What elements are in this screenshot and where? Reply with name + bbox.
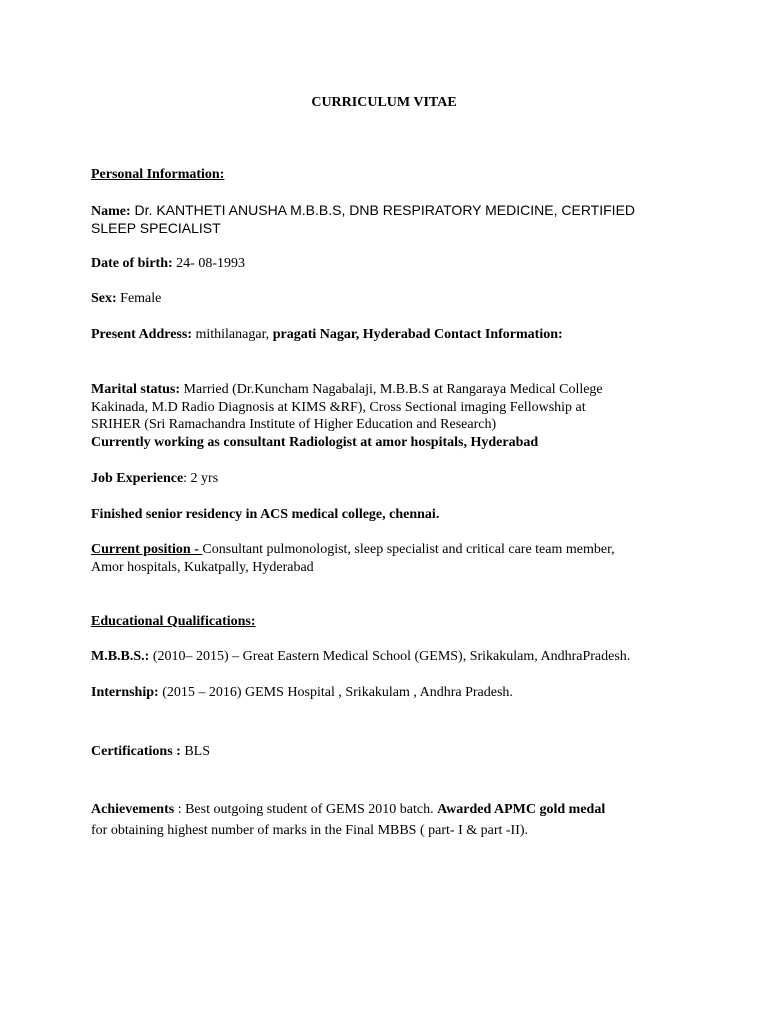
name-label: Name:	[91, 204, 131, 219]
marital-value: Married (Dr.Kuncham Nagabalaji, M.B.B.S at Rangaraya Medical College	[180, 382, 603, 397]
sex-label: Sex:	[91, 291, 117, 306]
marital-line-4: Currently working as consultant Radiologist at amor hospitals, Hyderabad	[91, 435, 539, 450]
education-heading: Educational Qualifications:	[91, 614, 256, 629]
sex-line	[91, 290, 161, 308]
position-line-2: Amor hospitals, Kukatpally, Hyderabad	[91, 560, 314, 575]
dob-value: 24- 08-1993	[172, 256, 245, 271]
address-line	[91, 326, 563, 344]
position-line-1	[91, 541, 615, 559]
internship-line	[91, 684, 513, 702]
achievements-line-2: for obtaining highest number of marks in the Final MBBS ( part- I & part -II).	[91, 823, 529, 838]
certifications-label: Certifications :	[91, 744, 181, 759]
address-value: mithilanagar,	[191, 327, 273, 342]
achievements-line-1	[91, 801, 605, 819]
marital-line-2: Kakinada, M.D Radio Diagnosis at KIMS &RF), Cross Sectional imaging Fellowship at	[91, 400, 586, 415]
marital-line-3: SRIHER (Sri Ramachandra Institute of Higher Education and Research)	[91, 417, 497, 432]
mbbs-value: (2010– 2015) – Great Eastern Medical School (GEMS), Srikakulam, AndhraPradesh.	[149, 649, 631, 664]
name-line-2: SLEEP SPECIALIST	[91, 220, 221, 236]
personal-info-heading: Personal Information:	[91, 167, 225, 182]
sex-value: Female	[116, 291, 162, 306]
position-value: Consultant pulmonologist, sleep specialist and critical care team member,	[202, 542, 615, 557]
name-value: Dr. KANTHETI ANUSHA M.B.B.S, DNB RESPIRATORY MEDICINE, CERTIFIED	[130, 202, 636, 218]
internship-value: (2015 – 2016) GEMS Hospital , Srikakulam , Andhra Pradesh.	[158, 685, 513, 700]
marital-line-1	[91, 381, 603, 399]
internship-label: Internship:	[91, 685, 159, 700]
job-line	[91, 470, 218, 488]
document-title: CURRICULUM VITAE	[311, 95, 457, 110]
job-label: Job Experience	[91, 471, 184, 486]
marital-label: Marital status:	[91, 382, 181, 397]
name-line-1	[91, 201, 635, 221]
dob-label: Date of birth:	[91, 256, 173, 271]
mbbs-line	[91, 648, 630, 666]
address-value-bold: pragati Nagar, Hyderabad Contact Information:	[272, 327, 563, 342]
mbbs-label: M.B.B.S.:	[91, 649, 150, 664]
achievements-label: Achievements	[91, 802, 175, 817]
residency-line: Finished senior residency in ACS medical college, chennai.	[91, 507, 440, 522]
position-label: Current position -	[91, 542, 203, 557]
address-label: Present Address:	[91, 327, 192, 342]
certifications-line	[91, 743, 210, 761]
achievements-award: Awarded APMC gold medal	[437, 802, 606, 817]
certifications-value: BLS	[180, 744, 210, 759]
dob-line	[91, 255, 245, 273]
achievements-value: : Best outgoing student of GEMS 2010 batch.	[174, 802, 438, 817]
job-value: : 2 yrs	[183, 471, 219, 486]
